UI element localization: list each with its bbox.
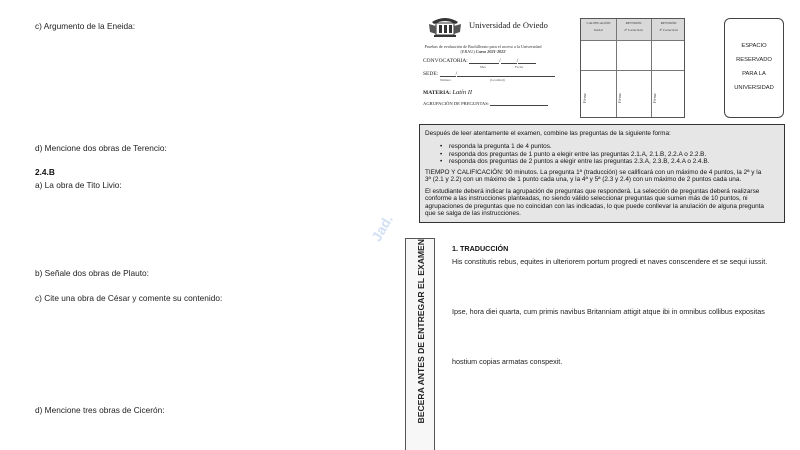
agrupacion-field[interactable]: AGRUPACIÓN DE PREGUNTAS: <box>423 100 548 106</box>
convocatoria-field[interactable]: CONVOCATORIA: / / <box>423 58 536 64</box>
vertical-banner-text: BECERA ANTES DE ENTREGAR EL EXAMEN <box>416 239 426 424</box>
col-calificacion-sub: Inicial <box>594 28 603 32</box>
translation-title: 1. TRADUCCIÓN <box>452 244 509 253</box>
instruction-bullet: responda dos preguntas de 1 punto a elegir entre las preguntas 2.1.A, 2.1.B, 2.2.A o 2.2.B. <box>449 150 707 158</box>
instructions-box: Después de leer atentamente el examen, combine las preguntas de la siguiente forma: • responda la pregunta 1 de 4 puntos. • responda dos preguntas de 1 punto a elegir entre las preguntas 2.1.A, 2.1.B, 2.2.A o 2.2.B. • responda dos preguntas de 2 puntos a elegir entre las preguntas 2.3.A, 2.3.B, 2.4.A o 2.4.B. TIEMPO Y CALIFICACIÓN: 90 minutos. La pregunta 1ª (traducción) se calificará con un máximo de 4 puntos, la 2ª y la 3ª (2.1 y 2.2) con un máximo de 1 punto cada una, y la 4ª y 5ª (2.3 y 2.4) con un máximo de 2 puntos cada una. El estudiante deberá indicar la agrupación de preguntas que responderá. La selección de preguntas deberá realizarse conforme a las instrucciones planteadas, no siendo válido seleccionar preguntas que sumen más de 10 puntos, ni agrupaciones de preguntas que no coincidan con las indicadas, lo que puede conllevar la anulación de alguna pregunta que se salga de las instrucciones. <box>419 124 785 223</box>
materia-field: MATERIA: Latín II <box>423 89 473 96</box>
sede-field[interactable]: SEDE: / <box>423 71 555 77</box>
university-name: Universidad de Oviedo <box>469 20 548 30</box>
numero-caption: Número <box>440 78 452 82</box>
col-revision-2: REVISIÓN <box>625 21 642 25</box>
exam-subtitle: Pruebas de evaluación de Bachillerato para el acceso a la Universidad (EBAU) Curso 2021-2022 <box>424 44 542 54</box>
localidad-caption: (localidad) <box>490 78 505 82</box>
section-label: 2.4.B <box>35 167 55 177</box>
selection-note: El estudiante deberá indicar la agrupación de preguntas que responderá. La selección de preguntas deberá realizarse conforme a las instrucciones planteadas, no siendo válido seleccionar preguntas que sumen más de 10 puntos, ni agrupaciones de preguntas que no coincidan con las indicadas, lo que puede conllevar la anulación de alguna pregunta que se salga de las instrucciones. <box>425 188 764 217</box>
time-and-grading: TIEMPO Y CALIFICACIÓN: 90 minutos. La pregunta 1ª (traducción) se calificará con un máximo de 4 puntos, la 2ª y la 3ª (2.1 y 2.2) con un máximo de 1 punto cada una, y la 4ª y 5ª (2.3 y 2.4) con un máximo de 2 puntos cada una. <box>425 169 762 184</box>
grading-table <box>580 18 685 118</box>
question-terencio: d) Mencione dos obras de Terencio: <box>35 143 167 153</box>
col-revision-3: REVISIÓN <box>660 21 677 25</box>
reserved-university-box: ESPACIO RESERVADO PARA LA UNIVERSIDAD <box>724 18 784 118</box>
firma-label-3: Firma <box>653 93 657 103</box>
firma-label-1: Firma <box>583 93 587 103</box>
instruction-bullet: responda la pregunta 1 de 4 puntos. <box>449 143 552 150</box>
watermark: Jad. <box>368 211 396 245</box>
question-cesar: c) Cite una obra de César y comente su contenido: <box>35 293 223 303</box>
instructions-intro: Después de leer atentamente el examen, combine las preguntas de la siguiente forma: <box>425 130 671 137</box>
fecha-caption: Fecha <box>515 65 524 69</box>
instruction-bullet: responda dos preguntas de 2 puntos a elegir entre las preguntas 2.3.A, 2.3.B, 2.4.A o 2.4.B. <box>449 158 710 165</box>
col-revision-2-sub: 2ª Corrección <box>624 28 643 32</box>
university-crest-icon <box>426 12 464 40</box>
mes-caption: Mes <box>480 65 486 69</box>
question-tito-livio: a) La obra de Tito Livio: <box>35 180 122 190</box>
col-revision-3-sub: 3ª Corrección <box>659 28 678 32</box>
question-plauto: b) Señale dos obras de Plauto: <box>35 268 149 278</box>
translation-line-1: His constitutis rebus, equites in ulteriorem portum progredi et naves conscendere et se sequi iussit. <box>452 257 768 266</box>
question-ciceron: d) Mencione tres obras de Cicerón: <box>35 405 165 415</box>
vertical-banner <box>405 238 435 450</box>
firma-label-2: Firma <box>618 93 622 103</box>
question-eneida: c) Argumento de la Eneida: <box>35 21 136 31</box>
col-calificacion: CALIFICACIÓN <box>586 21 611 25</box>
translation-line-3: hostium copias armatas conspexit. <box>452 357 563 366</box>
translation-line-2: Ipse, hora diei quarta, cum primis navibus Britanniam attigit atque ibi in omnibus collibus expositas <box>452 307 765 316</box>
